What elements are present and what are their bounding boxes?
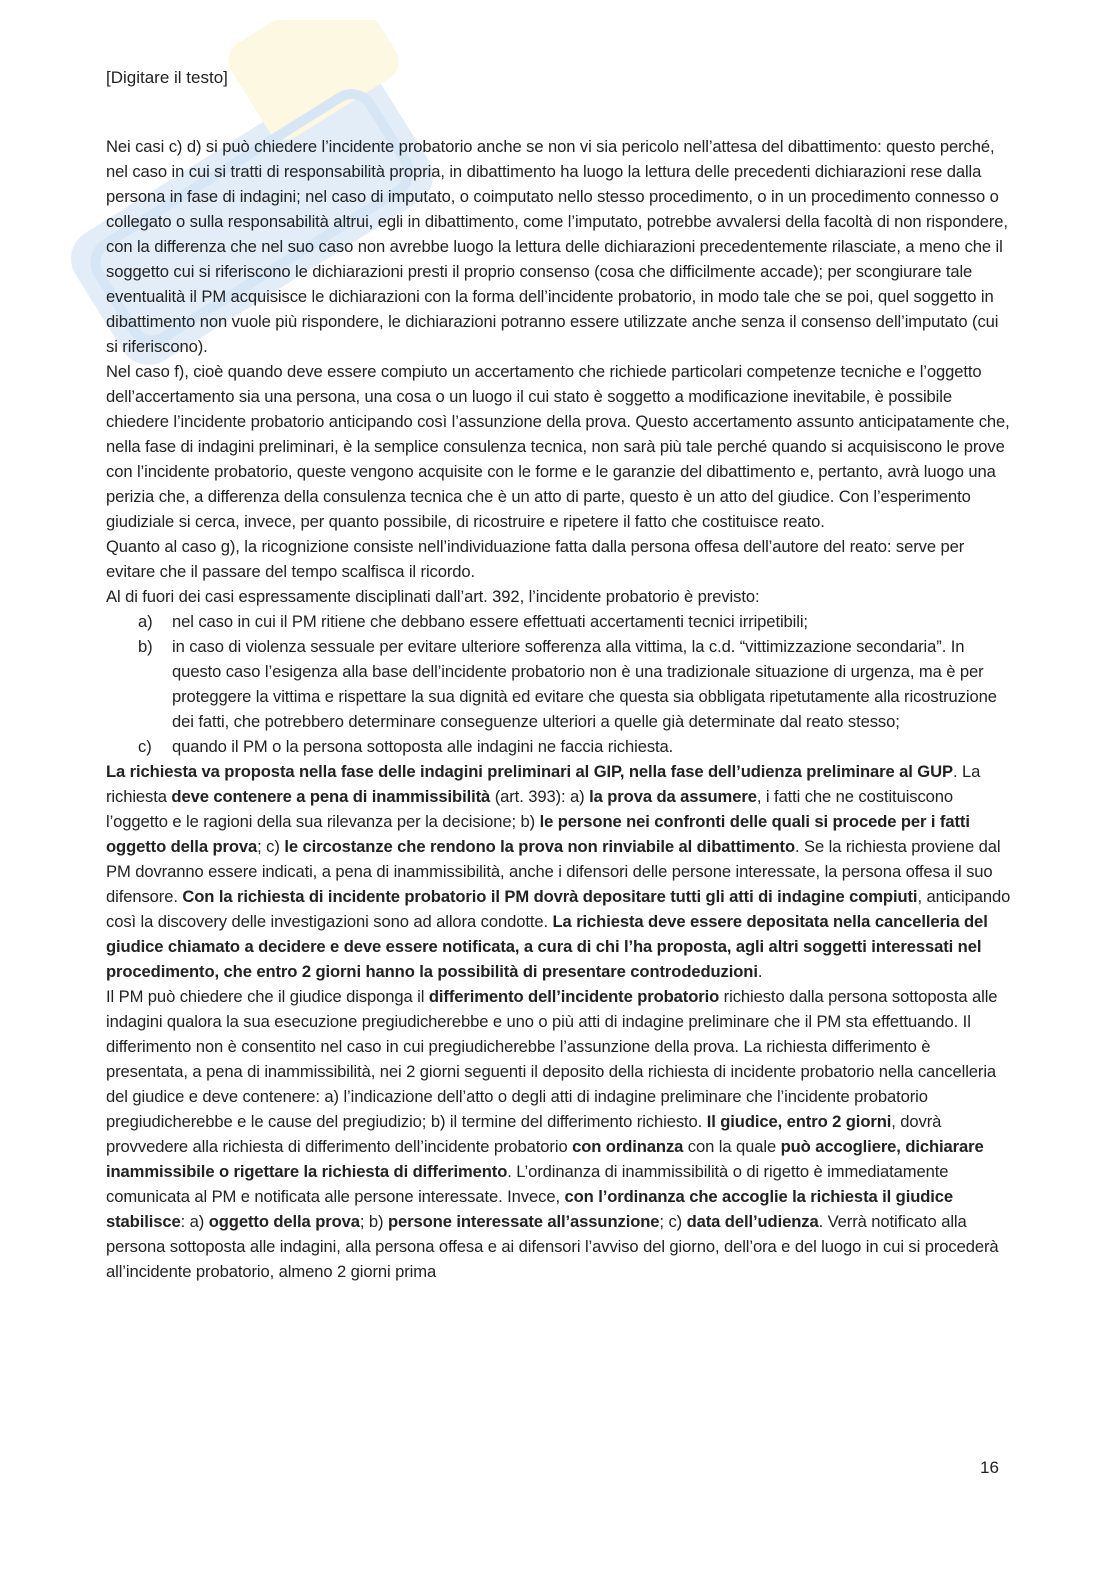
list-marker: b) <box>138 637 153 656</box>
document-body <box>106 134 1012 1284</box>
paragraphs-before-list <box>106 134 1012 609</box>
text-run: . <box>757 962 763 981</box>
text-run: Quanto al caso g), la ricognizione consiste nell’individuazione fatta dalla persona offesa dell’autore del reato: serve per evitare che il passare del tempo scalfisca il ricordo. <box>106 537 965 581</box>
text-run: Il PM può chiedere che il giudice disponga il <box>106 987 429 1006</box>
paragraph <box>106 584 1012 609</box>
text-run: con la quale <box>683 1137 781 1156</box>
text-run: ; c) <box>257 837 285 856</box>
text-run: Nel caso f), cioè quando deve essere compiuto un accertamento che richiede particolari competenze tecniche e l’oggetto dell’accertamento sia una persona, una cosa o un luogo il cui stato è soggetto a modificazione inevitabile, è possibile chiedere l’incidente probatorio anticipando così l’assunzione della prova. Questo accertamento assunto anticipatamente che, nella fase di indagini preliminari, è la semplice consulenza tecnica, non sarà più tale perché quando si acquisiscono le prove con l’incidente probatorio, queste vengono acquisite con le forme e le garanzie del dibattimento e, pertanto, avrà luogo una perizia che, a differenza della consulenza tecnica che è un atto di parte, questo è un atto del giudice. Con l’esperimento giudiziale si cerca, invece, per quanto possibile, di ricostruire e ripetere il fatto che costituisce reato. <box>106 362 1010 531</box>
text-run: ; b) <box>359 1212 388 1231</box>
bold-text-run: con ordinanza <box>572 1137 684 1156</box>
bold-text-run: deve contenere a pena di inammissibilità <box>171 787 491 806</box>
text-run: , dovrà provvedere alla richiesta di differimento dell’incidente probatorio <box>106 1112 942 1156</box>
bold-text-run: può accogliere, dichiarare inammissibile o rigettare la richiesta di differimento <box>106 1137 984 1181</box>
text-run: ; c) <box>659 1212 687 1231</box>
bold-text-run: le circostanze che rendono la prova non rinviabile al dibattimento <box>284 837 795 856</box>
paragraph <box>106 759 1012 984</box>
text-run: Nei casi c) d) si può chiedere l’incidente probatorio anche se non vi sia pericolo nell’attesa del dibattimento: questo perché, nel caso in cui si tratti di responsabilità propria, in dibattimento ha luogo la lettura delle precedenti dichiarazioni rese dalla persona in fase di indagini; nel caso di imputato, o coimputato nello stesso procedimento, o in un procedimento connesso o collegato o sulla responsabilità altrui, egli in dibattimento, come l’imputato, potrebbe avvalersi della facoltà di non rispondere, con la differenza che nel suo caso non avrebbe luogo la lettura delle dichiarazioni precedentemente rilasciate, a meno che il soggetto cui si riferiscono le dichiarazioni presti il proprio consenso (cosa che difficilmente accade); per scongiurare tale eventualità il PM acquisisce le dichiarazioni con la forma dell’incidente probatorio, in modo tale che se poi, quel soggetto in dibattimento non vuole più rispondere, le dichiarazioni potranno essere utilizzate anche senza il consenso dell’imputato (cui si riferiscono). <box>106 137 1008 356</box>
bold-text-run: data dell’udienza <box>686 1212 819 1231</box>
paragraph <box>106 534 1012 584</box>
text-run: . Verrà notificato alla persona sottoposta alle indagini, alla persona offesa e ai difensori l’avviso del giorno, dell’ora e del luogo in cui si procederà all’incidente probatorio, almeno 2 giorni prima <box>106 1212 999 1281</box>
bold-text-run: La richiesta va proposta nella fase delle indagini preliminari al GIP, nella fase dell’udienza preliminare al GUP <box>106 762 953 781</box>
text-run: . La richiesta <box>106 762 981 806</box>
list-item <box>106 634 1012 734</box>
case-list <box>106 609 1012 759</box>
list-item <box>106 609 1012 634</box>
bold-text-run: differimento dell’incidente probatorio <box>428 987 720 1006</box>
bold-text-run: con l’ordinanza che accoglie la richiesta il giudice stabilisce <box>106 1187 954 1231</box>
list-item-text: in caso di violenza sessuale per evitare ulteriore sofferenza alla vittima, la c.d. “vittimizzazione secondaria”. In questo caso l’esigenza alla base dell’incidente probatorio non è una tradizionale situazione di urgenza, ma è per proteggere la vittima e rispettare la sua dignità ed evitare che questa sia obbligata ripetutamente alla ricostruzione dei fatti, che potrebbero determinare conseguenze ulteriori a quelle già determinate dal reato stesso; <box>172 637 997 731</box>
list-item-text: quando il PM o la persona sottoposta alle indagini ne faccia richiesta. <box>172 737 674 756</box>
list-marker: c) <box>138 737 152 756</box>
bold-text-run: La richiesta deve essere depositata nella cancelleria del giudice chiamato a decidere e deve essere notificata, a cura di chi l’ha proposta, agli altri soggetti interessati nel procedimento, che entro 2 giorni hanno la possibilità di presentare controdeduzioni <box>106 912 988 981</box>
paragraph <box>106 134 1012 359</box>
text-run: (art. 393): a) <box>490 787 590 806</box>
text-run: , anticipando così la discovery delle investigazioni sono ad allora condotte. <box>106 887 1011 931</box>
paragraphs-after-list <box>106 759 1012 1284</box>
text-run: : a) <box>180 1212 209 1231</box>
bold-text-run: Il giudice, entro 2 giorni <box>706 1112 892 1131</box>
list-item-text: nel caso in cui il PM ritiene che debbano essere effettuati accertamenti tecnici irripetibili; <box>172 612 808 631</box>
page-header: [Digitare il testo] <box>106 68 228 87</box>
bold-text-run: Con la richiesta di incidente probatorio il PM dovrà depositare tutti gli atti di indagine compiuti <box>182 887 918 906</box>
list-marker: a) <box>138 612 153 631</box>
bold-text-run: le persone nei confronti delle quali si procede per i fatti oggetto della prova <box>106 812 970 856</box>
bold-text-run: oggetto della prova <box>208 1212 360 1231</box>
page-number: 16 <box>980 1458 999 1477</box>
text-run: . L’ordinanza di inammissibilità o di rigetto è immediatamente comunicata al PM e notificata alle persone interessate. Invece, <box>106 1162 949 1206</box>
text-run: richiesto dalla persona sottoposta alle indagini qualora la sua esecuzione pregiudicherebbe e uno o più atti di indagine preliminare che il PM sta effettuando. Il differimento non è consentito nel caso in cui pregiudicherebbe l’assunzione della prova. La richiesta differimento è presentata, a pena di inammissibilità, nei 2 giorni seguenti il deposito della richiesta di incidente probatorio nella cancelleria del giudice e deve contenere: a) l’indicazione dell’atto o degli atti di indagine preliminare che l’incidente probatorio pregiudicherebbe e le cause del pregiudizio; b) il termine del differimento richiesto. <box>106 987 998 1131</box>
list-item <box>106 734 1012 759</box>
paragraph <box>106 984 1012 1284</box>
text-run: , i fatti che ne costituiscono l’oggetto e le ragioni della sua rilevanza per la decisione; b) <box>106 787 954 831</box>
paragraph <box>106 359 1012 534</box>
bold-text-run: la prova da assumere <box>589 787 757 806</box>
text-run: . Se la richiesta proviene dal PM dovranno essere indicati, a pena di inammissibilità, anche i difensori delle persone interessate, la persona offesa il suo difensore. <box>106 837 1001 906</box>
bold-text-run: persone interessate all’assunzione <box>387 1212 660 1231</box>
text-run: Al di fuori dei casi espressamente disciplinati dall’art. 392, l’incidente probatorio è previsto: <box>106 587 760 606</box>
